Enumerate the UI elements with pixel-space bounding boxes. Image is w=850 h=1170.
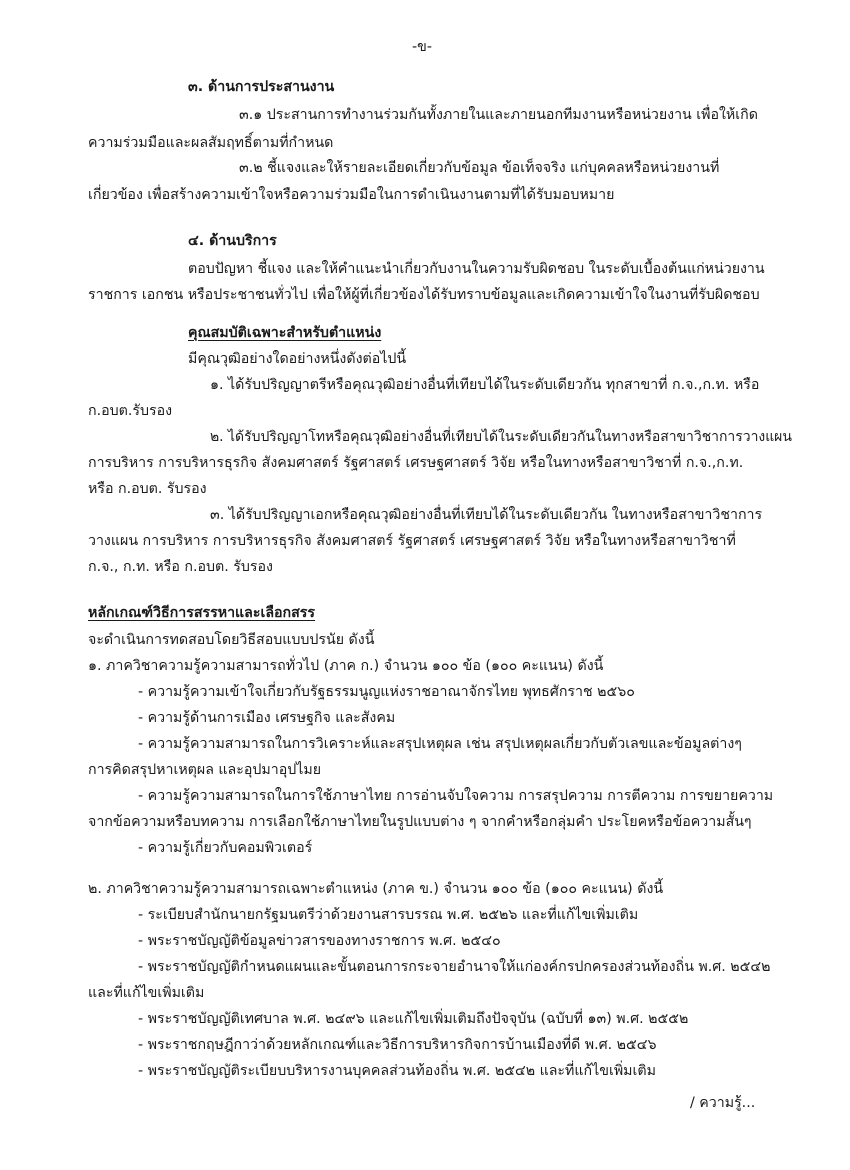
section-heading: คุณสมบัติเฉพาะสำหรับตำแหน่ง <box>188 325 382 341</box>
list-item-continuation: และที่แก้ไขเพิ่มเติม <box>88 985 205 1001</box>
paragraph-line: ก.อบต.รับรอง <box>88 403 173 419</box>
section-heading: ๔. ด้านบริการ <box>188 233 277 249</box>
list-item-continuation: จากข้อความหรือบทความ การเลือกใช้ภาษาไทยในรูปแบบต่าง ๆ จากคำหรือกลุ่มคำ ประโยคหรือข้อความสั้นๆ <box>88 814 752 830</box>
list-item: - พระราชบัญญัติเทศบาล พ.ศ. ๒๔๙๖ และแก้ไขเพิ่มเติมถึงปัจจุบัน (ฉบับที่ ๑๓) พ.ศ. ๒๕๕๒ <box>138 1011 689 1027</box>
paragraph-line: ก.จ., ก.ท. หรือ ก.อบต. รับรอง <box>88 559 273 575</box>
list-item: - ความรู้ความสามารถในการใช้ภาษาไทย การอ่านจับใจความ การสรุปความ การตีความ การขยายความ <box>138 788 774 804</box>
paragraph-line: มีคุณวุฒิอย่างใดอย่างหนึ่งดังต่อไปนี้ <box>188 351 407 367</box>
section-heading: ๓. ด้านการประสานงาน <box>188 79 335 95</box>
part-b-title: ๒. ภาควิชาความรู้ความสามารถเฉพาะตำแหน่ง (ภาค ข.) จำนวน ๑๐๐ ข้อ (๑๐๐ คะแนน) ดังนี้ <box>88 881 664 897</box>
paragraph-line: ความร่วมมือและผลสัมฤทธิ์ตามที่กำหนด <box>88 135 334 151</box>
paragraph-line: ๓. ได้รับปริญญาเอกหรือคุณวุฒิอย่างอื่นที่เทียบได้ในระดับเดียวกัน ในทางหรือสาขาวิชาการ <box>210 507 763 523</box>
paragraph-line: จะดำเนินการทดสอบโดยวิธีสอบแบบปรนัย ดังนี้ <box>88 632 375 648</box>
list-item-continuation: การคิดสรุปหาเหตุผล และอุปมาอุปไมย <box>88 762 322 778</box>
paragraph-line: วางแผน การบริหาร การบริหารธุรกิจ สังคมศาสตร์ รัฐศาสตร์ เศรษฐศาสตร์ วิจัย หรือในทางหรือสาขาวิชาที่ <box>88 533 736 549</box>
list-item: - ระเบียบสำนักนายกรัฐมนตรีว่าด้วยงานสารบรรณ พ.ศ. ๒๕๒๖ และที่แก้ไขเพิ่มเติม <box>138 907 639 923</box>
paragraph-line: เกี่ยวข้อง เพื่อสร้างความเข้าใจหรือความร่วมมือในการดำเนินงานตามที่ได้รับมอบหมาย <box>88 187 615 203</box>
paragraph-line: หรือ ก.อบต. รับรอง <box>88 481 207 497</box>
paragraph-line: ๒. ได้รับปริญญาโทหรือคุณวุฒิอย่างอื่นที่เทียบได้ในระดับเดียวกันในทางหรือสาขาวิชาการวางแผน <box>210 429 792 445</box>
continued-marker: / ความรู้... <box>690 1095 756 1111</box>
paragraph-line: ๓.๒ ชี้แจงและให้รายละเอียดเกี่ยวกับข้อมูล ข้อเท็จจริง แก่บุคคลหรือหน่วยงานที่ <box>239 160 720 176</box>
list-item: - พระราชกฤษฎีกาว่าด้วยหลักเกณฑ์และวิธีการบริหารกิจการบ้านเมืองที่ดี พ.ศ. ๒๕๔๖ <box>138 1037 657 1053</box>
list-item: - ความรู้เกี่ยวกับคอมพิวเตอร์ <box>138 840 313 856</box>
paragraph-line: ตอบปัญหา ชี้แจง และให้คำแนะนำเกี่ยวกับงานในความรับผิดชอบ ในระดับเบื้องต้นแก่หน่วยงาน <box>188 261 765 277</box>
paragraph-line: การบริหาร การบริหารธุรกิจ สังคมศาสตร์ รัฐศาสตร์ เศรษฐศาสตร์ วิจัย หรือในทางหรือสาขาวิชาที่ ก.จ.,ก.ท. <box>88 455 744 471</box>
part-a-title: ๑. ภาควิชาความรู้ความสามารถทั่วไป (ภาค ก.) จำนวน ๑๐๐ ข้อ (๑๐๐ คะแนน) ดังนี้ <box>88 658 604 674</box>
paragraph-line: ๓.๑ ประสานการทำงานร่วมกันทั้งภายในและภายนอกทีมงานหรือหน่วยงาน เพื่อให้เกิด <box>239 107 758 123</box>
list-item: - พระราชบัญญัติกำหนดแผนและขั้นตอนการกระจายอำนาจให้แก่องค์กรปกครองส่วนท้องถิ่น พ.ศ. ๒๕๔๒ <box>138 959 771 975</box>
paragraph-line: ราชการ เอกชน หรือประชาชนทั่วไป เพื่อให้ผู้ที่เกี่ยวข้องได้รับทราบข้อมูลและเกิดความเข้าใจในงานที่รับผิดชอบ <box>88 287 760 303</box>
page-number: -ข- <box>412 39 432 55</box>
list-item: - ความรู้ความสามารถในการวิเคราะห์และสรุปเหตุผล เช่น สรุปเหตุผลเกี่ยวกับตัวเลขและข้อมูลต่างๆ <box>138 736 742 752</box>
list-item: - ความรู้ด้านการเมือง เศรษฐกิจ และสังคม <box>138 710 396 726</box>
section-heading: หลักเกณฑ์วิธีการสรรหาและเลือกสรร <box>88 605 316 621</box>
list-item: - พระราชบัญญัติข้อมูลข่าวสารของทางราชการ พ.ศ. ๒๕๔๐ <box>138 933 501 949</box>
list-item: - ความรู้ความเข้าใจเกี่ยวกับรัฐธรรมนูญแห่งราชอาณาจักรไทย พุทธศักราช ๒๕๖๐ <box>138 684 635 700</box>
list-item: - พระราชบัญญัติระเบียบบริหารงานบุคคลส่วนท้องถิ่น พ.ศ. ๒๕๔๒ และที่แก้ไขเพิ่มเติม <box>138 1063 656 1079</box>
paragraph-line: ๑. ได้รับปริญญาตรีหรือคุณวุฒิอย่างอื่นที่เทียบได้ในระดับเดียวกัน ทุกสาขาที่ ก.จ.,ก.ท. หรือ <box>210 377 760 393</box>
